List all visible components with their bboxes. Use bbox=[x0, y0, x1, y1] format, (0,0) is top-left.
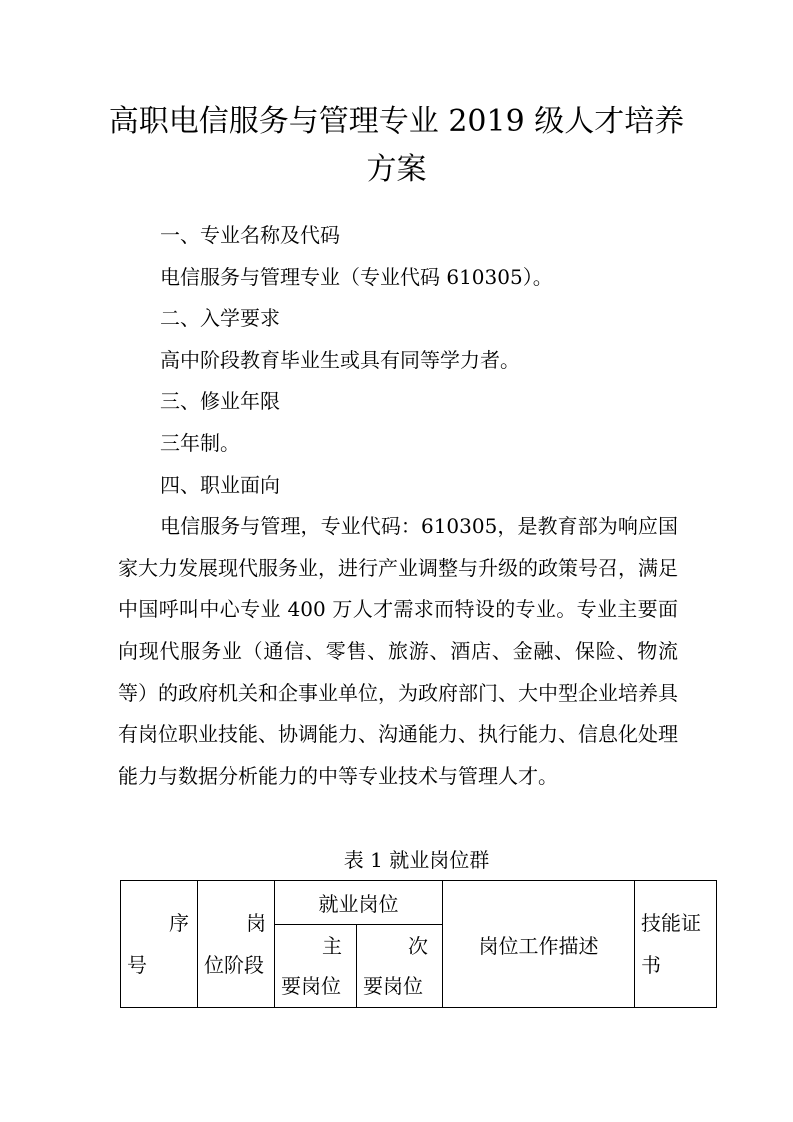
table-caption: 表 1 就业岗位群 bbox=[343, 848, 490, 872]
header-main-position bbox=[275, 925, 357, 1008]
section-4-text: 电信服务与管理，专业代码：610305，是教育部为响应国家大力发展现代服务业，进行产业调整与升级的政策号召，满足中国呼叫中心专业 400 万人才需求而特设的专业。专业主要面向现代服务业（通信、零售、旅游、酒店、金融、保险、物流等）的政府机关和企事业单位，为政府部门、大中型企业培养具有岗位职业技能、协调能力、沟通能力、执行能力、信息化处理能力与数据分析能力的中等专业技术与管理人才。 bbox=[118, 514, 678, 788]
section-1-heading: 一、专业名称及代码 bbox=[160, 223, 340, 247]
document-title bbox=[90, 98, 703, 194]
title-line-2: 方案 bbox=[366, 152, 427, 187]
header-stage-line-1: 岗 bbox=[246, 911, 266, 935]
section-3-heading: 三、修业年限 bbox=[160, 389, 280, 414]
document-body bbox=[118, 215, 678, 797]
header-secondary-position bbox=[357, 925, 443, 1008]
header-main-line-1: 主 bbox=[322, 934, 342, 958]
header-secondary-line-1: 次 bbox=[408, 934, 428, 958]
section-4-heading: 四、职业面向 bbox=[160, 472, 280, 497]
section-1-text: 电信服务与管理专业（专业代码 610305）。 bbox=[160, 264, 553, 289]
section-3-text: 三年制。 bbox=[160, 430, 240, 455]
header-certificate bbox=[635, 881, 717, 1008]
header-description: 岗位工作描述 bbox=[443, 881, 635, 1008]
header-certificate-line-2: 书 bbox=[641, 953, 661, 977]
header-jobs: 就业岗位 bbox=[275, 881, 443, 925]
header-stage bbox=[198, 881, 275, 1008]
job-positions-table bbox=[120, 880, 717, 1008]
header-no bbox=[121, 881, 198, 1008]
section-2-text: 高中阶段教育毕业生或具有同等学力者。 bbox=[160, 347, 520, 372]
header-certificate-line-1: 技能证 bbox=[641, 911, 701, 935]
header-stage-line-2: 位阶段 bbox=[204, 953, 264, 977]
section-2-heading: 二、入学要求 bbox=[160, 306, 280, 331]
header-main-line-2: 要岗位 bbox=[281, 974, 341, 998]
header-secondary-line-2: 要岗位 bbox=[363, 974, 423, 998]
header-no-line-1: 序 bbox=[169, 911, 189, 935]
title-line-1: 高职电信服务与管理专业 2019 级人才培养 bbox=[108, 104, 685, 139]
header-no-line-2: 号 bbox=[127, 953, 147, 977]
